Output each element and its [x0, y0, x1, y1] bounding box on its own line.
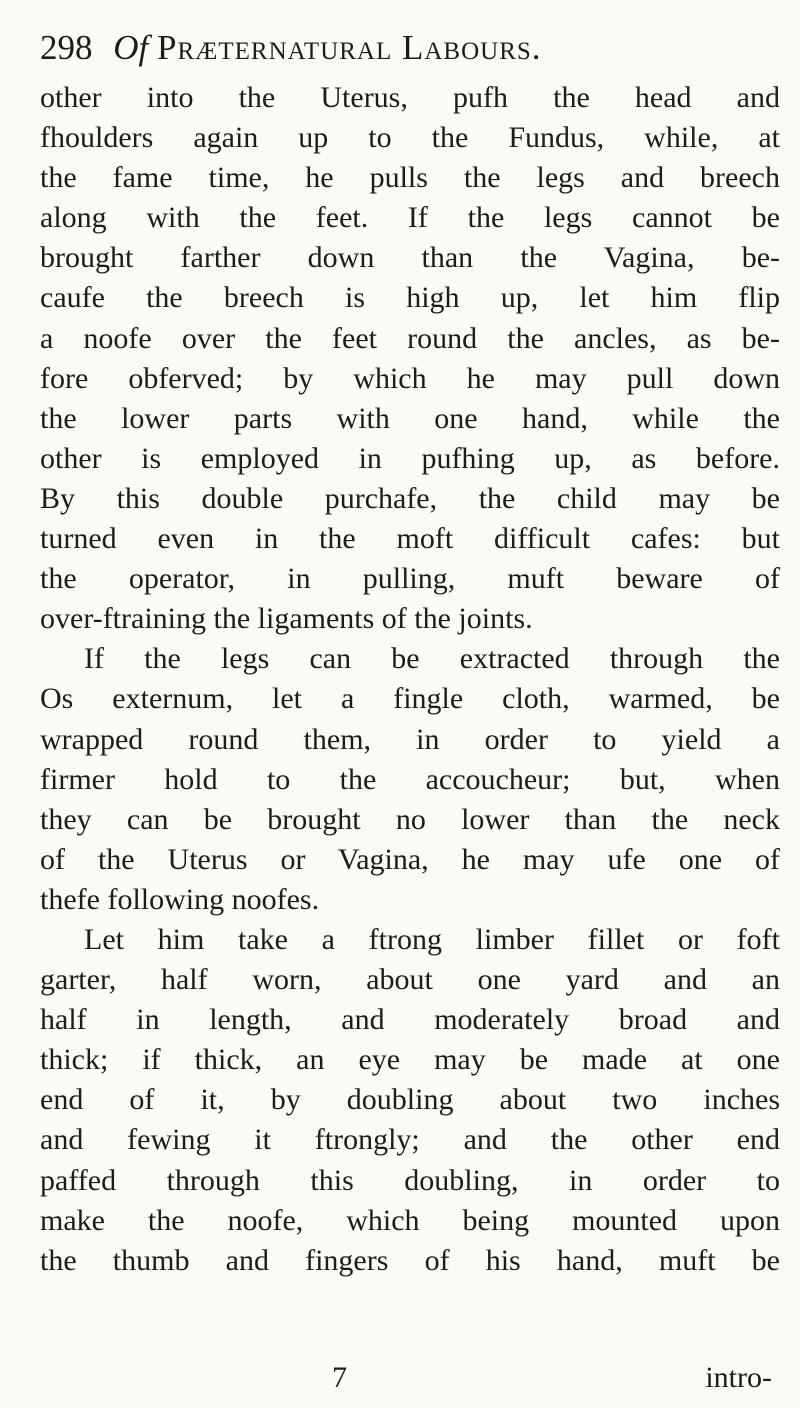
- text-line: turned even in the moft difficult cafes: but: [40, 522, 780, 556]
- text-line: and fewing it ftrongly; and the other end: [40, 1123, 780, 1157]
- text-line: thefe following noofes.: [40, 882, 320, 916]
- text-line: By this double purchafe, the child may be: [40, 481, 780, 515]
- text-line: firmer hold to the accoucheur; but, when: [40, 762, 780, 796]
- catchword: intro-: [705, 1361, 772, 1394]
- text-line: half in length, and moderately broad and: [40, 1003, 780, 1037]
- running-head-of: Of: [113, 28, 149, 67]
- page-footer: [40, 1358, 780, 1398]
- text-line: make the noofe, which being mounted upon: [40, 1203, 780, 1237]
- text-line: the operator, in pulling, muft beware of: [40, 562, 780, 596]
- text-line: thick; if thick, an eye may be made at one: [40, 1043, 780, 1077]
- running-head: [113, 28, 541, 67]
- text-line: over-ftraining the ligaments of the joints.: [40, 602, 533, 636]
- paragraph-start-line: Let him take a ftrong limber fillet or foft: [84, 922, 780, 956]
- paragraph-start-line: If the legs can be extracted through the: [84, 642, 780, 676]
- page-header: [40, 18, 780, 78]
- text-line: other is employed in pufhing up, as before.: [40, 441, 780, 475]
- text-line: other into the Uterus, pufh the head and: [40, 81, 780, 114]
- text-line: along with the feet. If the legs cannot be: [40, 201, 780, 235]
- text-line: Os externum, let a fingle cloth, warmed, be: [40, 682, 780, 716]
- text-line: a noofe over the feet round the ancles, as be-: [40, 321, 780, 355]
- body-text: [40, 78, 780, 1281]
- text-line: fhoulders again up to the Fundus, while, at: [40, 121, 780, 155]
- text-line: wrapped round them, in order to yield a: [40, 722, 780, 756]
- text-line: fore obferved; by which he may pull down: [40, 361, 780, 395]
- text-line: the lower parts with one hand, while the: [40, 401, 780, 435]
- text-line: brought farther down than the Vagina, be-: [40, 241, 780, 275]
- running-head-title: Præternatural Labours.: [157, 28, 542, 67]
- signature-mark: 7: [332, 1361, 347, 1394]
- text-line: they can be brought no lower than the neck: [40, 802, 780, 836]
- text-line: the thumb and fingers of his hand, muft be: [40, 1243, 780, 1277]
- text-line: paffed through this doubling, in order to: [40, 1163, 780, 1197]
- page-number: 298: [40, 28, 93, 67]
- text-line: the fame time, he pulls the legs and breech: [40, 161, 780, 195]
- text-line: of the Uterus or Vagina, he may ufe one of: [40, 842, 780, 876]
- text-line: end of it, by doubling about two inches: [40, 1083, 780, 1117]
- text-line: garter, half worn, about one yard and an: [40, 963, 780, 997]
- text-line: caufe the breech is high up, let him flip: [40, 281, 780, 315]
